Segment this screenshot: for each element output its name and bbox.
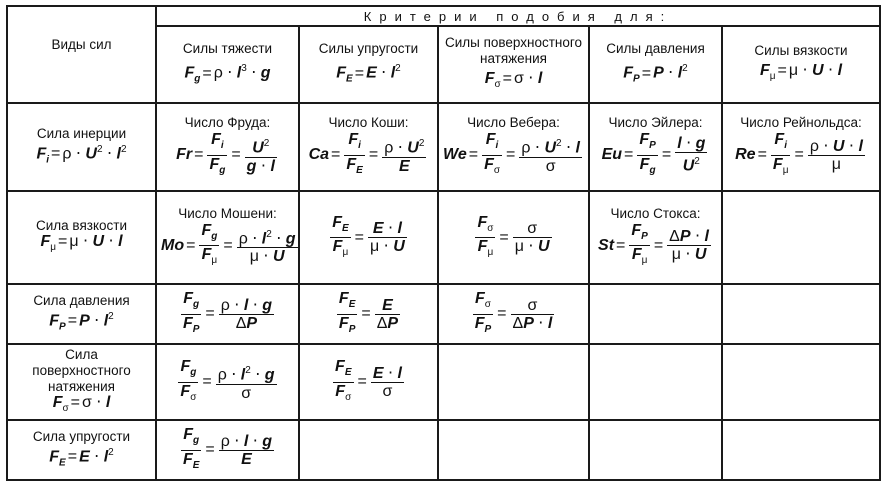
empty-cell (722, 420, 880, 480)
empty-cell (722, 344, 880, 420)
col-pressure (589, 26, 722, 103)
cell-gravity-elastic (156, 420, 299, 480)
corner-header (7, 6, 156, 103)
cell-elastic-viscous (299, 191, 438, 284)
gravity-pressure-formula: $\frac{F_g}{F_P}$ = $\frac{\rho \cdot l \cdot g}{\Delta P}$ (182, 290, 273, 335)
stokes-formula: St = $\frac{F_P}{F_\mu}$ = $\frac{\Delta P \cdot l}{\mu \cdot U}$ (598, 221, 709, 267)
row-elastic-formula: $F_E = E \cdot l^2$ (49, 446, 114, 469)
elastic-force-formula: $F_E = E \cdot l^2$ (336, 63, 401, 85)
row-surface-tension-formula: $F_\sigma = \sigma \cdot l$ (52, 393, 111, 415)
col-pressure-label: Силы давления (606, 41, 705, 57)
row-pressure-formula: $F_P = P \cdot l^2$ (49, 310, 114, 333)
row-inertia (7, 103, 156, 191)
empty-cell (299, 420, 438, 480)
cell-stokes (589, 191, 722, 284)
row-viscous (7, 191, 156, 284)
empty-cell (589, 284, 722, 344)
row-inertia-label: Сила инерции (36, 125, 127, 141)
surface-pressure-formula: $\frac{F_\sigma}{F_P}$ = $\frac{\sigma}{\Delta P \cdot l}$ (474, 290, 553, 335)
row-surface-tension-label: Сила поверхностного натяжения (32, 346, 131, 394)
col-elastic (299, 26, 438, 103)
col-elastic-label: Силы упругости (318, 41, 419, 57)
empty-cell (722, 191, 880, 284)
empty-cell (722, 284, 880, 344)
gravity-surface-formula: $\frac{F_g}{F_\sigma}$ = $\frac{\rho \cdot l^2 \cdot g}{\sigma}$ (180, 358, 275, 403)
cauchy-label: Число Коши: (328, 115, 409, 131)
empty-cell (438, 420, 589, 480)
froude-label: Число Фруда: (184, 115, 271, 131)
elastic-viscous-formula: $\frac{F_E}{F_\mu}$ = $\frac{E \cdot l}{\mu \cdot U}$ (332, 213, 405, 259)
cell-reynolds (722, 103, 880, 191)
corner-label: Виды сил (51, 37, 112, 52)
col-gravity-label: Силы тяжести (182, 41, 273, 57)
row-viscous-label: Сила вязкости (36, 218, 127, 234)
empty-cell (589, 420, 722, 480)
pressure-force-formula: $F_P = P \cdot l^2$ (623, 63, 688, 85)
surface-tension-force-formula: $F_\sigma = \sigma \cdot l$ (484, 70, 543, 91)
empty-cell (589, 344, 722, 420)
weber-label: Число Вебера: (467, 115, 560, 131)
moshenin-formula: Mo = $\frac{F_g}{F_\mu}$ = $\frac{\rho \cdot l^2 \cdot g}{\mu \cdot U}$ (161, 221, 296, 267)
col-viscous (722, 26, 880, 103)
stokes-label: Число Стокса: (610, 205, 701, 221)
col-surface-tension (438, 26, 589, 103)
row-elastic-label: Сила упругости (32, 428, 131, 444)
cell-euler (589, 103, 722, 191)
criteria-title: Критерии подобия для: (363, 8, 673, 24)
moshenin-label: Число Мошени: (178, 205, 277, 221)
cell-cauchy (299, 103, 438, 191)
row-viscous-formula: $F_\mu = \mu \cdot U \cdot l$ (40, 233, 123, 254)
cell-elastic-pressure (299, 284, 438, 344)
similarity-criteria-table (6, 5, 881, 481)
gravity-force-formula: $F_g = \rho \cdot l^3 \cdot g$ (184, 63, 271, 85)
row-pressure (7, 284, 156, 344)
cell-gravity-pressure (156, 284, 299, 344)
col-surface-tension-label: Силы поверхностного натяжения (444, 35, 583, 67)
surface-viscous-formula: $\frac{F_\sigma}{F_\mu}$ = $\frac{\sigma}{\mu \cdot U}$ (477, 213, 550, 259)
col-viscous-label: Силы вязкости (754, 43, 848, 59)
elastic-pressure-formula: $\frac{F_E}{F_P}$ = $\frac{E}{\Delta P}$ (338, 290, 399, 335)
cell-gravity-surface (156, 344, 299, 420)
cell-froude (156, 103, 299, 191)
weber-formula: We = $\frac{F_i}{F_\sigma}$ = $\frac{\rho \cdot U^2 \cdot l}{\sigma}$ (443, 131, 580, 176)
cell-moshenin (156, 191, 299, 284)
criteria-header (156, 6, 880, 26)
row-surface-tension (7, 344, 156, 420)
row-pressure-label: Сила давления (33, 292, 130, 308)
gravity-elastic-formula: $\frac{F_g}{F_E}$ = $\frac{\rho \cdot l \cdot g}{E}$ (182, 426, 273, 471)
cell-elastic-surface (299, 344, 438, 420)
cell-surface-pressure (438, 284, 589, 344)
euler-label: Число Эйлера: (608, 115, 703, 131)
froude-formula: Fr = $\frac{F_i}{F_g}$ = $\frac{U^2}{g \cdot l}$ (176, 131, 275, 176)
viscous-force-formula: $F_\mu = \mu \cdot U \cdot l$ (759, 62, 843, 83)
cell-surface-viscous (438, 191, 589, 284)
inertia-force-formula: $F_i = \rho \cdot U^2 \cdot l^2$ (36, 143, 127, 166)
euler-formula: Eu = $\frac{F_P}{F_g}$ = $\frac{l \cdot g}{U^2}$ (601, 131, 706, 176)
reynolds-formula: Re = $\frac{F_i}{F_\mu}$ = $\frac{\rho \cdot U \cdot l}{\mu}$ (735, 131, 863, 176)
cauchy-formula: Ca = $\frac{F_i}{F_E}$ = $\frac{\rho \cdot U^2}{E}$ (308, 131, 425, 176)
cell-weber (438, 103, 589, 191)
empty-cell (438, 344, 589, 420)
col-gravity (156, 26, 299, 103)
row-elastic (7, 420, 156, 480)
elastic-surface-formula: $\frac{F_E}{F_\sigma}$ = $\frac{E \cdot l}{\sigma}$ (335, 358, 402, 403)
reynolds-label: Число Рейнольдса: (740, 115, 862, 131)
